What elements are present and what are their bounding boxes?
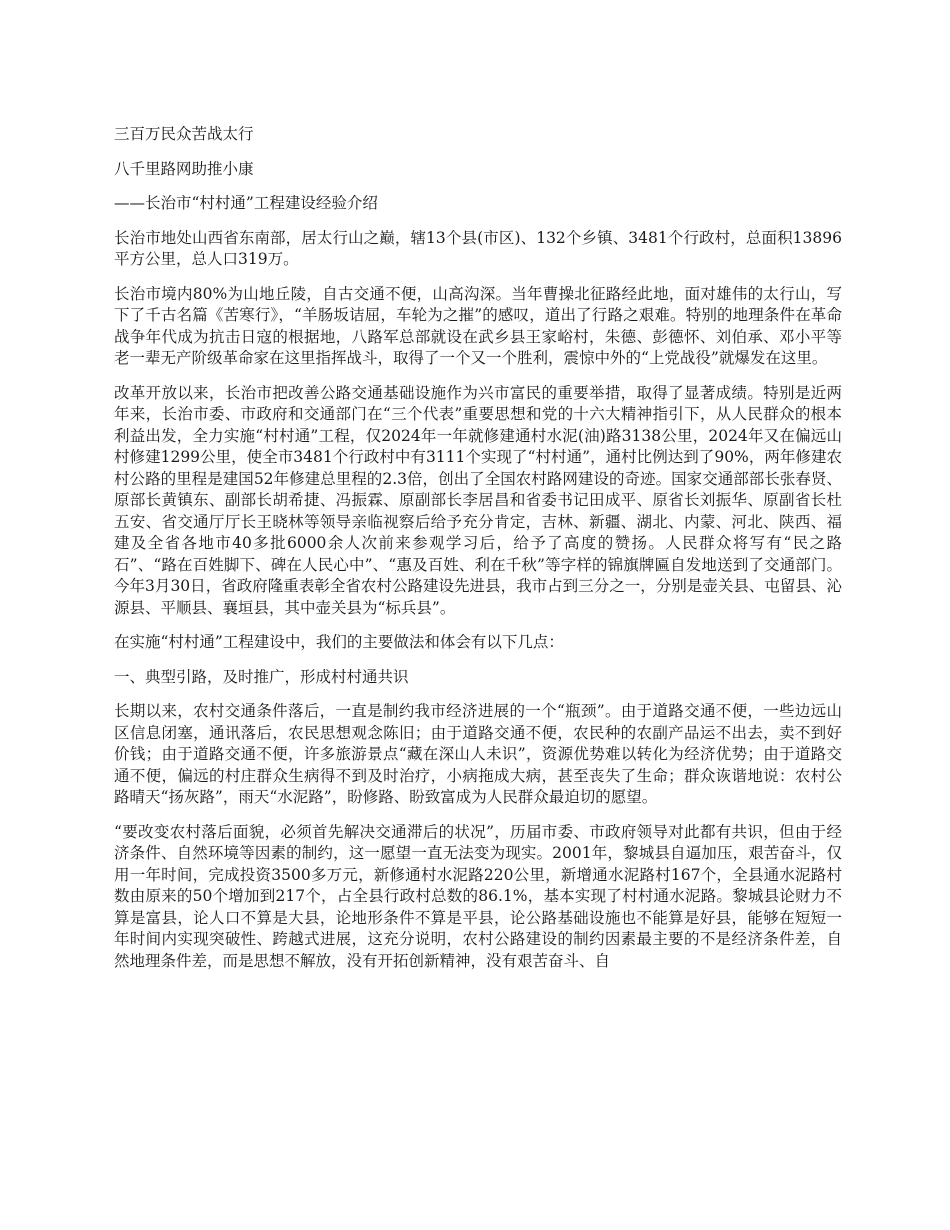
- paragraph-bottleneck: 长期以来，农村交通条件落后，一直是制约我市经济进展的一个“瓶颈”。由于道路交通不便，一些边远山区信息闭塞，通讯落后，农民思想观念陈旧；由于道路交通不便，农民种的农副产品运不出去，卖不到好价钱；由于道路交通不便，许多旅游景点“藏在深山人未识”，资源优势难以转化为经济优势；由于道路交通不便，偏远的村庄群众生病得不到及时治疗，小病拖成大病，甚至丧失了生命；群众诙谐地说：农村公路晴天“扬灰路”，雨天“水泥路”，盼修路、盼致富成为人民群众最迫切的愿望。: [114, 702, 842, 806]
- title-line-1: 三百万民众苦战太行: [114, 125, 254, 143]
- paragraph-achievements: 改革开放以来，长治市把改善公路交通基础设施作为兴市富民的重要举措，取得了显著成绩。特别是近两年来，长治市委、市政府和交通部门在“三个代表”重要思想和党的十六大精神指引下，从人民群众的根本利益出发，全力实施“村村通”工程，仅2024年一年就修建通村水泥(油)路3138公里，2024年又在偏远山村修建1299公里，使全市3481个行政村中有3111个实现了“村村通”，通村比例达到了90%，两年修建农村公路的里程是建国52年修建总里程的2.3倍，创出了全国农村路网建设的奇迹。国家交通部部长张春贤、原部长黄镇东、副部长胡希捷、冯振霖、原副部长李居昌和省委书记田成平、原省长刘振华、原副省长杜五安、省交通厅厅长王晓林等领导亲临视察后给予充分肯定，吉林、新疆、湖北、内蒙、河北、陕西、福建及全省各地市40多批6000余人次前来参观学习后，给予了高度的赞扬。人民群众将写有“民之路石”、“路在百姓脚下、碑在人民心中”、“惠及百姓、利在千秋”等字样的锦旗牌匾自发地送到了交通部门。今年3月30日，省政府隆重表彰全省农村公路建设先进县，我市占到三分之一，分别是壶关县、屯留县、沁源县、平顺县、襄垣县，其中壶关县为“标兵县”。: [114, 383, 842, 617]
- document-subtitle: ——长治市“村村通”工程建设经验介绍: [114, 194, 378, 212]
- paragraph-history: 长治市境内80%为山地丘陵，自古交通不便，山高沟深。当年曹操北征路经此地，面对雄伟的太行山，写下了千古名篇《苦寒行》，“羊肠坂诘屈，车轮为之摧”的感叹，道出了行路之艰难。特别的地理条件在革命战争年代成为抗击日寇的根据地，八路军总部就设在武乡县王家峪村，朱德、彭德怀、刘伯承、邓小平等老一辈无产阶级革命家在这里指挥战斗，取得了一个又一个胜利，震惊中外的“上党战役”就爆发在这里。: [114, 284, 842, 367]
- paragraph-intro: 长治市地处山西省东南部，居太行山之巅，辖13个县(市区)、132个乡镇、3481个行政村，总面积13896平方公里，总人口319万。: [114, 228, 842, 268]
- paragraph-practices-intro: 在实施“村村通”工程建设中，我们的主要做法和体会有以下几点：: [114, 633, 564, 651]
- title-line-2: 八千里路网助推小康: [114, 159, 254, 178]
- paragraph-licheng-example: “要改变农村落后面貌，必须首先解决交通滞后的状况”，历届市委、市政府领导对此都有共识，但由于经济条件、自然环境等因素的制约，这一愿望一直无法变为现实。2001年，黎城县自逼加压，艰苦奋斗，仅用一年时间，完成投资3500多万元，新修通村水泥路220公里，新增通水泥路村167个，全县通水泥路村数由原来的50个增加到217个，占全县行政村总数的86.1%，基本实现了村村通水泥路。黎城县论财力不算是富县，论人口不算是大县，论地形条件不算是平县，论公路基础设施也不能算是好县，能够在短短一年时间内实现突破性、跨越式进展，这充分说明，农村公路建设的制约因素最主要的不是经济条件差，自然地理条件差，而是思想不解放，没有开拓创新精神，没有艰苦奋斗、自: [114, 822, 842, 970]
- document-page: [114, 124, 842, 985]
- section-heading-1: 一、典型引路，及时推广，形成村村通共识: [114, 667, 409, 686]
